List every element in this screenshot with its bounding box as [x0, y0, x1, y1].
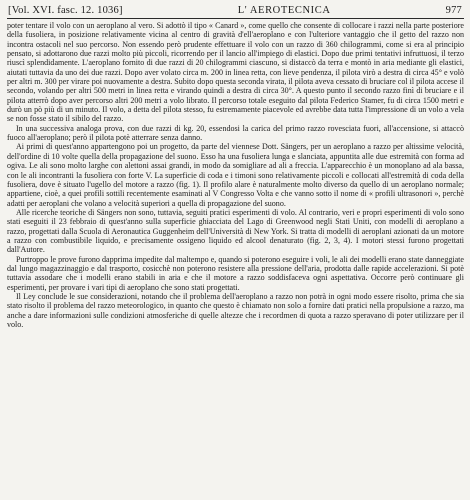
article-body — [7, 21, 464, 329]
page-number: 977 — [445, 5, 462, 16]
header-rule — [7, 18, 464, 19]
running-header — [7, 4, 464, 16]
paragraph: Ai primi di quest'anno appartengono poi un progetto, da parte del viennese Dott. Sängers, per un aeroplano a razzo per altissime velocità, dell'ordine di 10 volte quella della propagazione del suono. Esso ha una fusoliera lunga e slanciata, appuntita alle due estremità con forma ad ogiva. Le ali sono molto larghe con alettoni assai grandi, in modo da somigliare ad ali a freccia. L'apparecchio è un monoplano ad ala bassa, con le ali incontranti la fusoliera con forte V. La superficie di coda e i timoni sono relativamente piccoli e collocati all'estremità di coda della fusoliera, dove è situato l'ugello del motore a razzo (fig. 1). Il profilo alare è naturalmente molto diverso da quello di un aeroplano normale; appartiene, cioè, a quei profili sottili recentemente esaminati al V Congresso Volta e che vanno sotto il nome di « profili ultrasonori », perchè adatti per aeroplani che volano a velocità superiori a quella di propagazione del suono. — [7, 142, 464, 208]
paragraph: Alle ricerche teoriche di Sängers non sono, tuttavia, seguiti pratici esperimenti di volo. Al contrario, veri e propri esperimenti di volo sono stati eseguiti il 23 febbraio di quest'anno sulla superficie ghiacciata del Lago di Greenwood negli Stati Uniti, con modelli di aeroplano a razzo, progettati dalla Scuola di Aeronautica Guggenheim dell'Università di New York. Si tratta di modelli di aeroplani azionati da un motore a razzo con combustibile liquido, e precisamente ossigeno liquido ed alcool denaturato (fig. 2, 3, 4). I motori stessi furono progettati dall'Autore. — [7, 207, 464, 255]
journal-title: L' AEROTECNICA — [237, 5, 331, 16]
paragraph: Il Ley conclude le sue considerazioni, notando che il problema dell'aeroplano a razzo non potrà in ogni modo essere risolto, prima che sia stato risolto il problema del razzo meteorologico, in quanto che questo è chiamato non solo a fornire dati pratici nella propulsione a razzo, ma anche a dare informazioni sulle condizioni atmosferiche di quelle altezze che i recordmen di quota a razzo speravano di poter utilizzare per il volo. — [7, 291, 464, 329]
paragraph: In una successiva analoga prova, con due razzi di kg. 20, essendosi la carica del primo razzo rovesciata fuori, all'accensione, si attaccò fuoco all'aeroplano; però il pilota potè atterrare senza danno. — [7, 123, 464, 143]
paragraph: Purtroppo le prove furono dapprima impedite dal maltempo e, quando si poterono eseguire i voli, le ali dei modelli erano state danneggiate dal lungo magazzinaggio e dal trasporto, cosicchè non poterono resistere alla pressione dell'aria, prodotta dalle rapide accelerazioni. Si potè tuttavia assodare che i modelli erano stabili in aria e che il motore a razzo soddisfaceva ogni aspettativa. Occorre però continuare gli esperimenti, per provare i vari tipi di aeroplano che sono stati progettati. — [7, 254, 464, 292]
paragraph: poter tentare il volo con un aeroplano al vero. Si adottò il tipo « Canard », come quello che consente di collocare i razzi nella parte posteriore della fusoliera, in posizione relativamente vicina al centro di gravità d'ell'aeroplano e con l'ulteriore vantaggio che il getto del razzo non incontra ostacoli nel suo percorso. Non essendo però prudente effettuare il volo con un razzo di 360 chilogrammi, come si era al principio pensato, si adottarono due razzi molto più piccoli, ricorrendo per il lancio all'impiego di elastici. Dopo due primi tentativi infruttuosi, il terzo riuscì splendidamente. L'aeroplano fornito di due razzi di 20 chilogrammi ciascuno, si distaccò da terra e montò in aria mediante gli elastici, aiutati tuttavia da uno dei due razzi. Dopo aver volato circa m. 200 in linea retta, con lieve pendenza, il pilota virò a destra di circa 45° e volò per altri m. 300 per virare poi nuovamente a destra. Subito dopo questa seconda virata, il pilota aveva cessato di bruciare col il pilota accese il secondo, volando per altri 500 metri in linea retta e virando quindi a destra di circa 30°. A questo punto il secondo razzo finì di bruciare e il pilota atterrò dopo aver percorso altri 200 metri a volo librato. Il percorso totale eseguito dal pilota Federico Stamer, fu di circa 1500 metri e durò un pò più di un minuto. Il volo, a detta del pilota stesso, fu estremamente piacevole ed avrebbe data tutta l'impressione di un volo a vela se non fosse stato il sibilo del razzo. — [7, 21, 464, 124]
volume-info: [Vol. XVI. fasc. 12. 1036] — [8, 5, 123, 16]
